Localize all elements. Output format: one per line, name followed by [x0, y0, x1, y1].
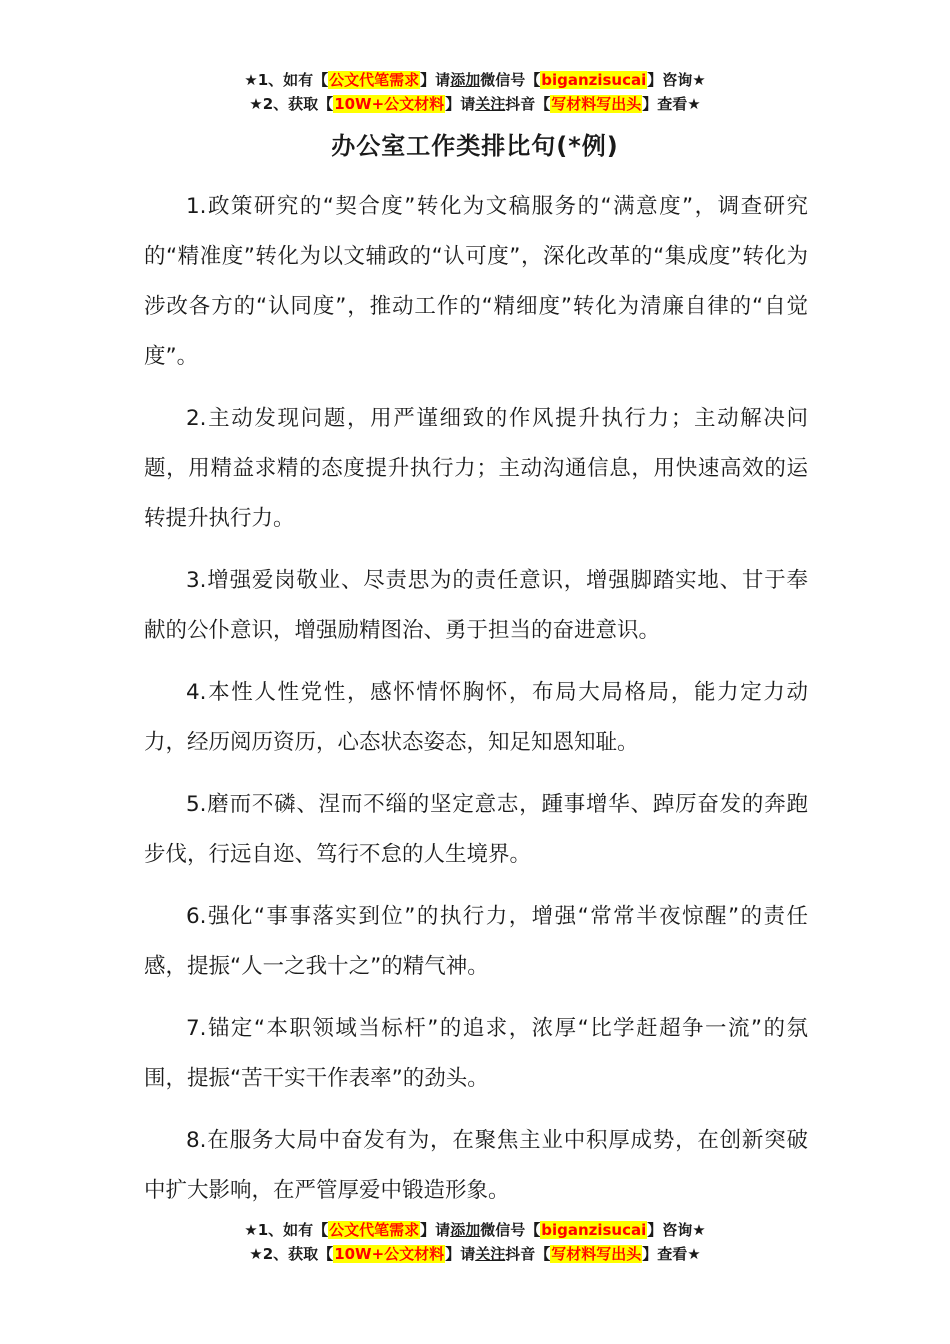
promo-line-2-highlight: 10W+公文材料 [334, 1245, 445, 1263]
paragraph-8: 8.在服务大局中奋发有为，在聚焦主业中积厚成势，在创新突破中扩大影响，在严管厚爱中锻造形象。 [144, 1128, 808, 1203]
promo-line-1-highlight: 公文代笔需求 [329, 71, 420, 89]
promo-line-2-highlight: 10W+公文材料 [334, 95, 445, 113]
promo-line-2-prefix: ★2、获取【 [249, 95, 334, 113]
promo-line-2 [0, 92, 950, 116]
promo-line-2-douyin-id: 写材料写出头 [551, 1245, 642, 1263]
promo-line-1-underline: 添加 [450, 1221, 481, 1239]
paragraph-1: 1.政策研究的“契合度”转化为文稿服务的“满意度”，调查研究的“精准度”转化为以文辅政的“认可度”，深化改革的“集成度”转化为涉改各方的“认同度”，推动工作的“精细度”转化为清廉自律的“自觉度”。 [144, 194, 808, 369]
promo-line-1-mid1: 】请 [420, 1221, 451, 1239]
page-title: 办公室工作类排比句(*例) [331, 132, 619, 160]
promo-line-1 [0, 1218, 950, 1242]
promo-line-1-mid2: 微信号【 [480, 71, 541, 89]
promo-line-2-mid2: 抖音【 [505, 95, 551, 113]
promo-line-2-mid1: 】请 [445, 1245, 476, 1263]
promo-line-2-douyin-id: 写材料写出头 [551, 95, 642, 113]
promo-line-2-prefix: ★2、获取【 [249, 1245, 334, 1263]
promo-line-1-mid2: 微信号【 [480, 1221, 541, 1239]
paragraph-7: 7.锚定“本职领域当标杆”的追求，浓厚“比学赶超争一流”的氛围，提振“苦干实干作表率”的劲头。 [144, 1016, 808, 1091]
promo-line-2-underline: 关注 [475, 95, 506, 113]
bottom-promo-banner [0, 1218, 950, 1266]
promo-line-1-underline: 添加 [450, 71, 481, 89]
promo-line-2 [0, 1242, 950, 1266]
promo-line-2-underline: 关注 [475, 1245, 506, 1263]
promo-line-1-wechat-id: biganzisucai [541, 1221, 647, 1239]
promo-line-1-wechat-id: biganzisucai [541, 71, 647, 89]
promo-line-1-suffix: 】咨询★ [647, 71, 706, 89]
promo-line-2-mid1: 】请 [445, 95, 476, 113]
paragraph-3: 3.增强爱岗敬业、尽责思为的责任意识，增强脚踏实地、甘于奉献的公仆意识，增强励精图治、勇于担当的奋进意识。 [144, 568, 808, 643]
promo-line-1 [0, 68, 950, 92]
promo-line-1-mid1: 】请 [420, 71, 451, 89]
promo-line-1-prefix: ★1、如有【 [244, 71, 329, 89]
promo-line-2-mid2: 抖音【 [505, 1245, 551, 1263]
promo-line-2-suffix: 】查看★ [642, 1245, 701, 1263]
paragraph-6: 6.强化“事事落实到位”的执行力，增强“常常半夜惊醒”的责任感，提振“人一之我十之”的精气神。 [144, 904, 808, 979]
paragraph-2: 2.主动发现问题，用严谨细致的作风提升执行力；主动解决问题，用精益求精的态度提升执行力；主动沟通信息，用快速高效的运转提升执行力。 [144, 406, 808, 531]
paragraph-4: 4.本性人性党性，感怀情怀胸怀，布局大局格局，能力定力动力，经历阅历资历，心态状态姿态，知足知恩知耻。 [144, 680, 808, 755]
paragraph-5: 5.磨而不磷、涅而不缁的坚定意志，踵事增华、踔厉奋发的奔跑步伐，行远自迩、笃行不怠的人生境界。 [144, 792, 808, 867]
document-body [144, 182, 808, 1228]
top-promo-banner [0, 68, 950, 116]
promo-line-1-suffix: 】咨询★ [647, 1221, 706, 1239]
promo-line-1-prefix: ★1、如有【 [244, 1221, 329, 1239]
promo-line-2-suffix: 】查看★ [642, 95, 701, 113]
promo-line-1-highlight: 公文代笔需求 [329, 1221, 420, 1239]
